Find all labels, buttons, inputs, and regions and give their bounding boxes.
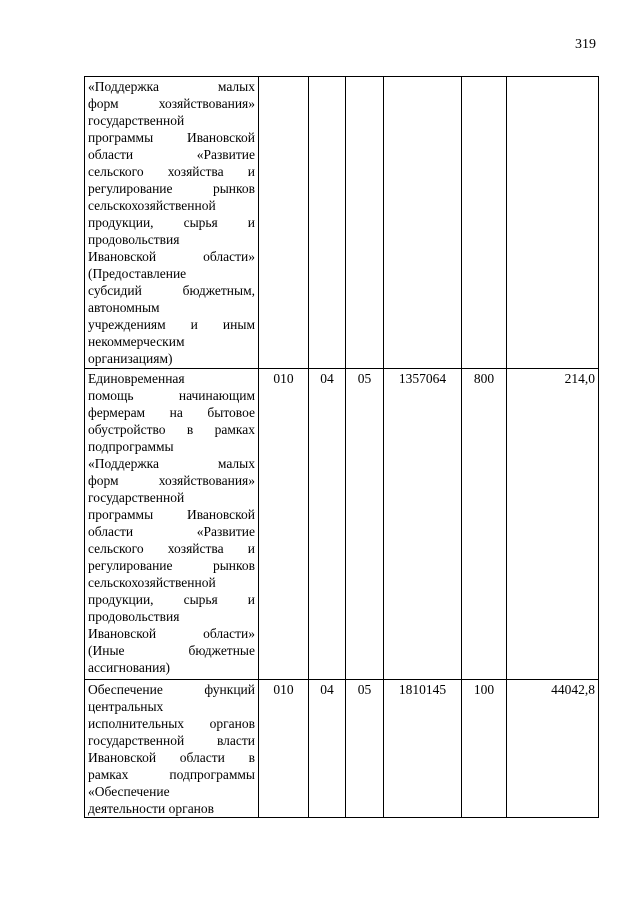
target-article-cell: 1810145 bbox=[384, 680, 462, 818]
subsection-code-cell: 05 bbox=[346, 369, 384, 680]
subsection-code-cell bbox=[346, 77, 384, 369]
item-name-line: форм хозяйствования» bbox=[88, 96, 255, 111]
item-name-line: государственной bbox=[88, 490, 185, 505]
amount-cell: 214,0 bbox=[507, 369, 599, 680]
item-name-line: «Обеспечение bbox=[88, 784, 170, 799]
item-name-line: продовольствия bbox=[88, 232, 180, 247]
amount-cell: 44042,8 bbox=[507, 680, 599, 818]
item-name-line: автономным bbox=[88, 300, 160, 315]
item-name-line: области «Развитие bbox=[88, 524, 255, 539]
item-name-line: программы Ивановской bbox=[88, 507, 255, 522]
item-name-line: сельского хозяйства и bbox=[88, 164, 255, 179]
item-name-line: области «Развитие bbox=[88, 147, 255, 162]
item-name-line: (Предоставление bbox=[88, 266, 187, 281]
item-name-line: Ивановской области в bbox=[88, 750, 255, 765]
item-name-line: Единовременная bbox=[88, 371, 185, 386]
item-name-line: государственной bbox=[88, 113, 185, 128]
item-name-line: Обеспечение функций bbox=[88, 682, 255, 697]
admin-code-cell: 010 bbox=[259, 369, 309, 680]
item-name-line: подпрограммы bbox=[88, 439, 174, 454]
section-code-cell: 04 bbox=[309, 680, 346, 818]
item-name-line: продовольствия bbox=[88, 609, 180, 624]
item-name-line: продукции, сырья и bbox=[88, 592, 255, 607]
item-name-line: сельскохозяйственной bbox=[88, 198, 216, 213]
item-name-line: Ивановской области» bbox=[88, 626, 255, 641]
item-name-line: Ивановской области» bbox=[88, 249, 255, 264]
subsection-code-cell: 05 bbox=[346, 680, 384, 818]
amount-cell bbox=[507, 77, 599, 369]
item-name-line: учреждениям и иным bbox=[88, 317, 255, 332]
table-row bbox=[85, 77, 599, 369]
item-name-line: «Поддержка малых bbox=[88, 79, 255, 94]
item-name-line: центральных bbox=[88, 699, 164, 714]
page-number: 319 bbox=[575, 37, 596, 52]
item-name-line: исполнительных органов bbox=[88, 716, 255, 731]
section-code-cell: 04 bbox=[309, 369, 346, 680]
table-row bbox=[85, 680, 599, 818]
item-name-cell bbox=[85, 77, 259, 369]
item-name-line: регулирование рынков bbox=[88, 181, 255, 196]
item-name-cell bbox=[85, 369, 259, 680]
target-article-cell bbox=[384, 77, 462, 369]
item-name-line: обустройство в рамках bbox=[88, 422, 255, 437]
item-name-line: «Поддержка малых bbox=[88, 456, 255, 471]
item-name-line: рамках подпрограммы bbox=[88, 767, 255, 782]
expense-type-cell: 100 bbox=[462, 680, 507, 818]
budget-table bbox=[84, 76, 599, 818]
item-name-line: программы Ивановской bbox=[88, 130, 255, 145]
item-name-line: ассигнования) bbox=[88, 660, 171, 675]
admin-code-cell bbox=[259, 77, 309, 369]
item-name-line: деятельности органов bbox=[88, 801, 215, 816]
item-name-line: субсидий бюджетным, bbox=[88, 283, 255, 298]
item-name-line: фермерам на бытовое bbox=[88, 405, 255, 420]
item-name-line: форм хозяйствования» bbox=[88, 473, 255, 488]
item-name-line: сельского хозяйства и bbox=[88, 541, 255, 556]
item-name-line: организациям) bbox=[88, 351, 173, 366]
expense-type-cell bbox=[462, 77, 507, 369]
item-name-line: государственной власти bbox=[88, 733, 255, 748]
table-row bbox=[85, 369, 599, 680]
item-name-line: продукции, сырья и bbox=[88, 215, 255, 230]
item-name-line: регулирование рынков bbox=[88, 558, 255, 573]
target-article-cell: 1357064 bbox=[384, 369, 462, 680]
item-name-line: (Иные бюджетные bbox=[88, 643, 255, 658]
expense-type-cell: 800 bbox=[462, 369, 507, 680]
item-name-line: сельскохозяйственной bbox=[88, 575, 216, 590]
admin-code-cell: 010 bbox=[259, 680, 309, 818]
section-code-cell bbox=[309, 77, 346, 369]
item-name-cell bbox=[85, 680, 259, 818]
item-name-line: помощь начинающим bbox=[88, 388, 255, 403]
item-name-line: некоммерческим bbox=[88, 334, 185, 349]
